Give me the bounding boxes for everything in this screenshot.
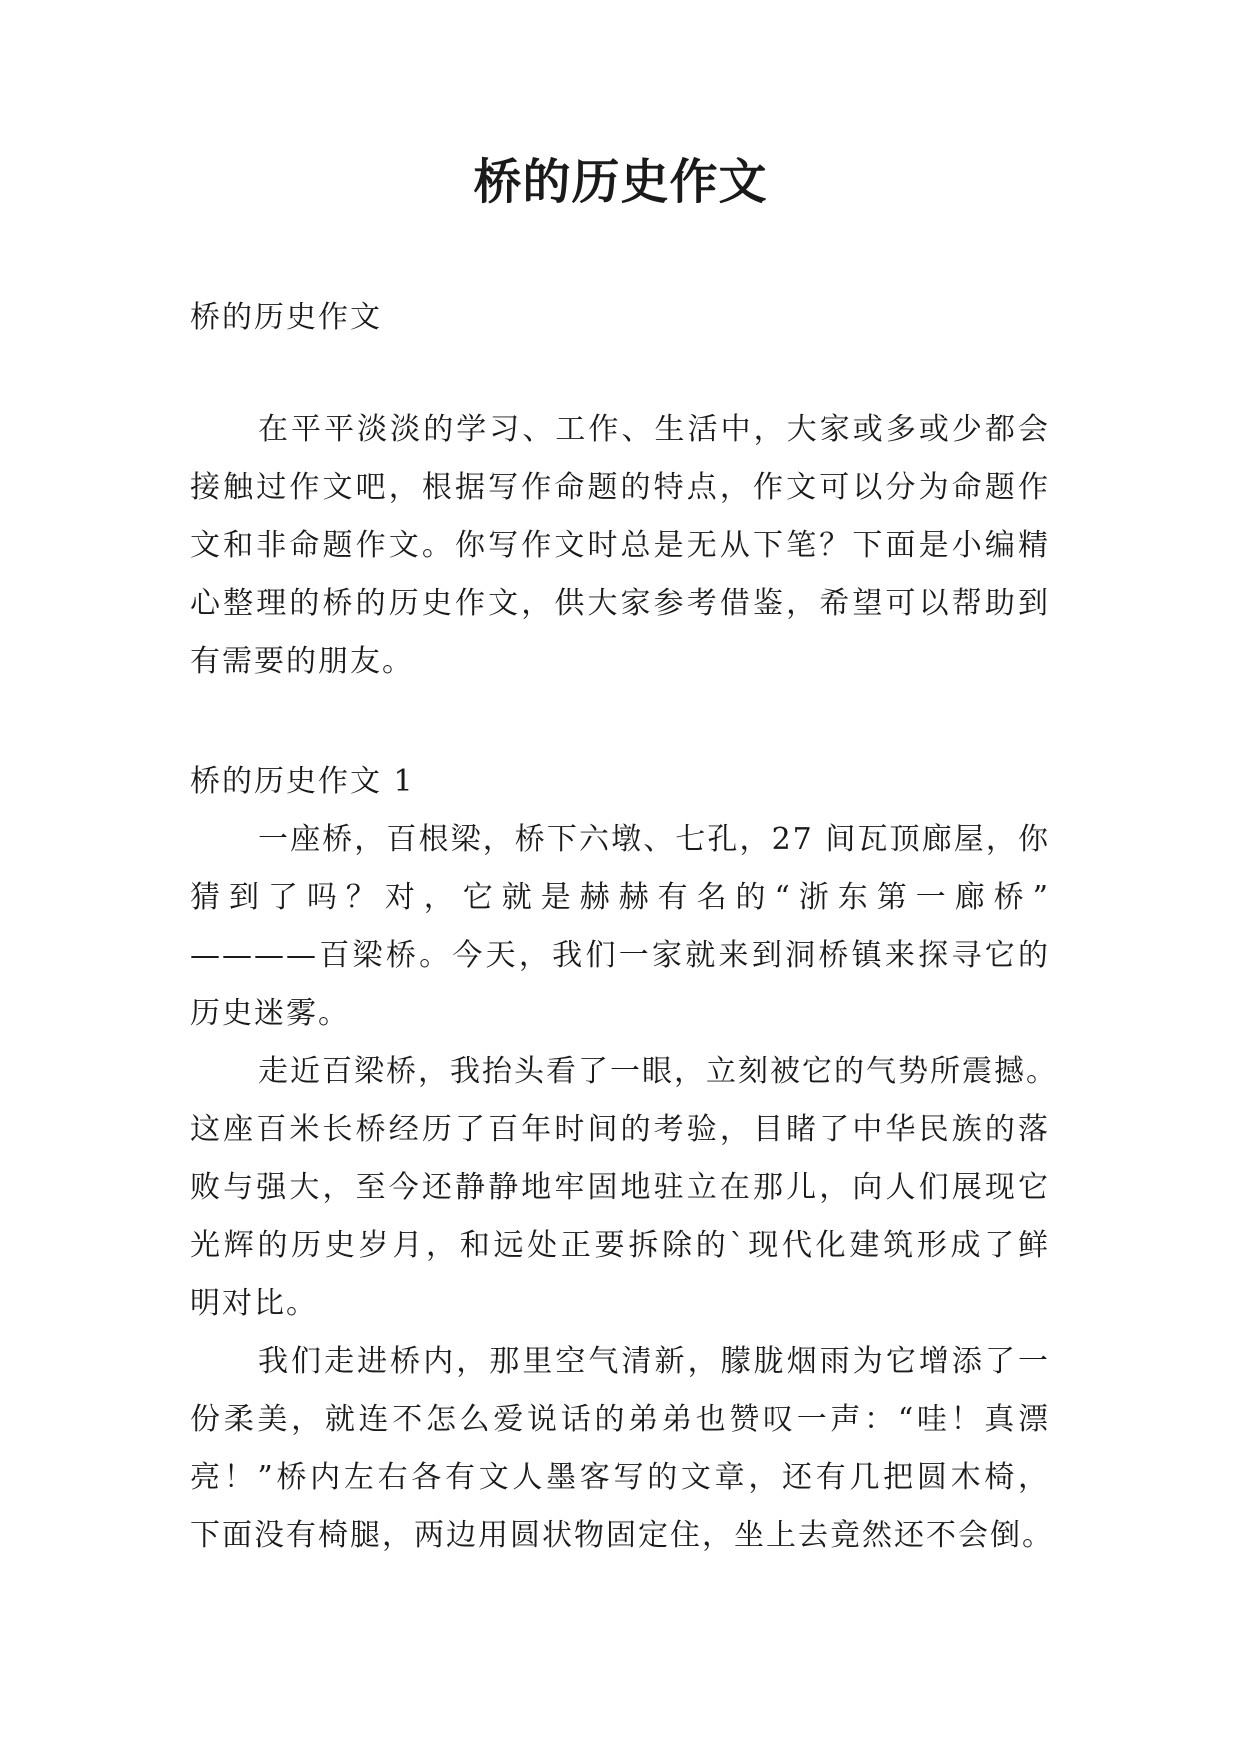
- paragraph-line: 这座百米长桥经历了百年时间的考验，目睹了中华民族的落: [190, 1112, 1050, 1147]
- document-subtitle: 桥的历史作文: [190, 300, 382, 335]
- paragraph-line: 猜到了吗？对，它就是赫赫有名的“浙东第一廊桥”: [190, 880, 1050, 915]
- paragraph-line: ————百梁桥。今天，我们一家就来到洞桥镇来探寻它的: [190, 938, 1050, 973]
- paragraph-line: 我们走进桥内，那里空气清新，朦胧烟雨为它增添了一: [258, 1344, 1050, 1379]
- paragraph-line: 亮！”桥内左右各有文人墨客写的文章，还有几把圆木椅，: [190, 1460, 1050, 1495]
- paragraph-line: 光辉的历史岁月，和远处正要拆除的`现代化建筑形成了鲜: [190, 1228, 1050, 1263]
- intro-line: 心整理的桥的历史作文，供大家参考借鉴，希望可以帮助到: [190, 586, 1050, 621]
- document-title: 桥的历史作文: [473, 154, 768, 210]
- paragraph-line: 份柔美，就连不怎么爱说话的弟弟也赞叹一声：“哇！真漂: [190, 1402, 1050, 1437]
- paragraph-line: 历史迷雾。: [190, 996, 350, 1031]
- paragraph-line: 走近百梁桥，我抬头看了一眼，立刻被它的气势所震撼。: [258, 1054, 1058, 1089]
- paragraph-line: 下面没有椅腿，两边用圆状物固定住，坐上去竟然还不会倒。: [190, 1518, 1054, 1553]
- section-heading: 桥的历史作文 1: [190, 764, 415, 799]
- intro-line: 文和非命题作文。你写作文时总是无从下笔？下面是小编精: [190, 528, 1050, 563]
- paragraph-line: 败与强大，至今还静静地牢固地驻立在那儿，向人们展现它: [190, 1170, 1050, 1205]
- paragraph-line: 明对比。: [190, 1286, 318, 1321]
- intro-line: 接触过作文吧，根据写作命题的特点，作文可以分为命题作: [190, 470, 1050, 505]
- intro-line: 有需要的朋友。: [190, 644, 414, 679]
- intro-line: 在平平淡淡的学习、工作、生活中，大家或多或少都会: [258, 412, 1050, 447]
- paragraph-line: 一座桥，百根梁，桥下六墩、七孔，27 间瓦顶廊屋，你: [258, 822, 1050, 857]
